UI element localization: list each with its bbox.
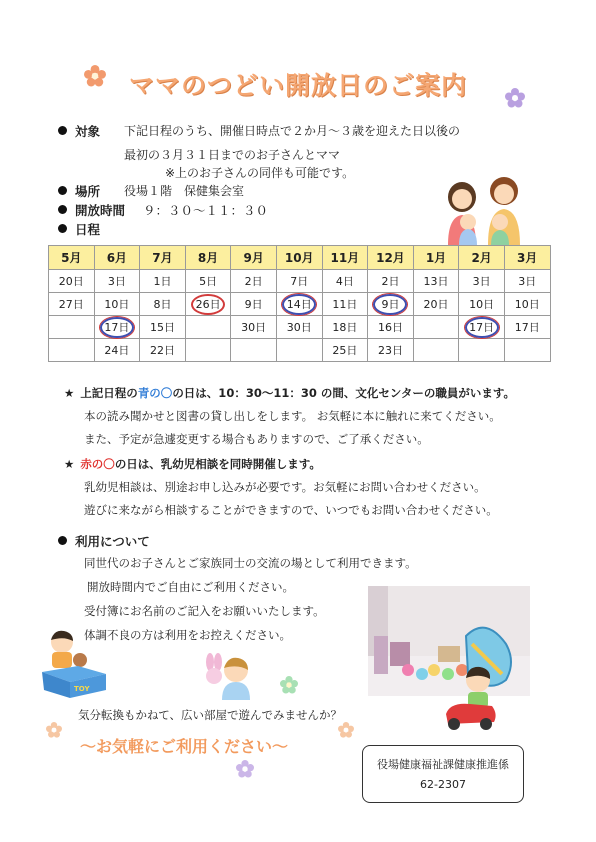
schedule-cell: 8日	[140, 293, 186, 316]
schedule-cell: 20日	[413, 293, 459, 316]
usage-label: 利用について	[75, 534, 150, 549]
schedule-cell: 16日	[368, 316, 414, 339]
closing-message: ～お気軽にご利用ください～	[80, 737, 289, 756]
target-label: 対象	[75, 124, 101, 139]
schedule-cell: 3日	[459, 270, 505, 293]
bullet-icon	[58, 205, 67, 214]
target-line-3: ※上のお子さんの同伴も可能です。	[165, 166, 355, 180]
blue-note-heading	[64, 386, 515, 401]
schedule-cell: 18日	[322, 316, 368, 339]
schedule-cell: 23日	[368, 339, 414, 362]
schedule-cell: 7日	[276, 270, 322, 293]
boy-with-toybox-illustration	[40, 628, 112, 698]
month-header: 7月	[140, 246, 186, 270]
page-title: ママのつどい開放日のご案内	[128, 71, 467, 100]
schedule-cell: 4日	[322, 270, 368, 293]
schedule-cell: 1日	[140, 270, 186, 293]
red-circle-text: 赤の〇	[80, 457, 115, 471]
target-line-1: 下記日程のうち、開催日時点で２か月～３歳を迎えた日以後の	[124, 124, 461, 138]
toy-label: TOY	[74, 685, 90, 693]
schedule-row	[58, 222, 100, 238]
usage-line-2: 開放時間内でご自由にご利用ください。	[87, 580, 294, 594]
month-header: 6月	[94, 246, 140, 270]
usage-line-3: 受付簿にお名前のご記入をお願いいたします。	[84, 604, 325, 618]
schedule-cell: 30日	[276, 316, 322, 339]
schedule-row	[49, 270, 551, 293]
schedule-cell	[459, 339, 505, 362]
invite-text: 気分転換もかねて、広い部屋で遊んでみませんか？	[78, 708, 342, 722]
hours-label: 開放時間	[75, 203, 126, 218]
schedule-row	[49, 316, 551, 339]
blue-note-detail-1: 本の読み聞かせと図書の貸し出しをします。 お気軽に本に触れに来てください。	[84, 409, 501, 423]
schedule-cell: 9日	[368, 293, 414, 316]
bullet-icon	[58, 186, 67, 195]
schedule-cell: 30日	[231, 316, 277, 339]
flower-icon-peach	[46, 722, 62, 738]
schedule-cell: 5日	[185, 270, 231, 293]
schedule-cell	[49, 316, 95, 339]
schedule-cell	[413, 316, 459, 339]
flower-icon-lavender	[236, 760, 254, 778]
flower-icon-green	[280, 676, 298, 694]
red-note-detail-2: 遊びに来ながら相談することができますので、いつでもお問い合わせください。	[84, 503, 498, 517]
month-header: 12月	[368, 246, 414, 270]
contact-box	[362, 745, 524, 803]
bullet-icon	[58, 536, 67, 545]
schedule-cell: 10日	[459, 293, 505, 316]
usage-row	[58, 534, 150, 550]
contact-dept: 役場健康福祉課健康推進係	[377, 758, 509, 771]
month-header: 2月	[459, 246, 505, 270]
blue-note-a: 上記日程の	[80, 386, 138, 400]
schedule-cell	[231, 339, 277, 362]
schedule-cell: 10日	[94, 293, 140, 316]
blue-circle-text: 青の〇	[137, 386, 173, 400]
blue-note-detail-2: また、予定が急遽変更する場合もありますので、ご了承ください。	[84, 432, 429, 446]
usage-line-4: 体調不良の方は利用をお控えください。	[84, 628, 291, 642]
schedule-cell: 13日	[413, 270, 459, 293]
schedule-cell: 22日	[140, 339, 186, 362]
baby-with-rabbit-illustration	[196, 650, 260, 702]
schedule-label: 日程	[75, 222, 101, 237]
month-header: 10月	[276, 246, 322, 270]
schedule-cell: 2日	[368, 270, 414, 293]
star-icon: ★	[64, 457, 75, 471]
schedule-cell: 9日	[231, 293, 277, 316]
flower-icon-peach-right	[338, 722, 354, 738]
schedule-cell: 10日	[504, 293, 550, 316]
red-note-heading	[64, 457, 321, 472]
schedule-row	[49, 339, 551, 362]
schedule-cell: 3日	[94, 270, 140, 293]
hours-row	[58, 203, 268, 219]
blue-note-c: の日は、10：30～11：30 の間、文化センターの職員がいます。	[172, 386, 515, 400]
red-note-detail-1: 乳幼児相談は、別途お申し込みが必要です。お気軽にお問い合わせください。	[84, 480, 486, 494]
month-header: 11月	[322, 246, 368, 270]
star-icon: ★	[64, 386, 75, 400]
target-line-2: 最初の３月３１日までのお子さんとママ	[124, 148, 341, 162]
schedule-table	[48, 245, 551, 362]
schedule-row	[49, 293, 551, 316]
bullet-icon	[58, 126, 67, 135]
schedule-cell	[185, 339, 231, 362]
schedule-cell: 3日	[504, 270, 550, 293]
schedule-cell: 27日	[49, 293, 95, 316]
schedule-cell	[276, 339, 322, 362]
schedule-cell: 2日	[231, 270, 277, 293]
schedule-cell	[49, 339, 95, 362]
month-header: 1月	[413, 246, 459, 270]
month-header: 9月	[231, 246, 277, 270]
schedule-cell: 20日	[49, 270, 95, 293]
month-header: 8月	[185, 246, 231, 270]
schedule-cell: 11日	[322, 293, 368, 316]
month-header: 5月	[49, 246, 95, 270]
usage-line-1: 同世代のお子さんとご家族同士の交流の場として利用できます。	[84, 556, 417, 570]
schedule-cell: 25日	[322, 339, 368, 362]
contact-phone: 62-2307	[420, 778, 466, 791]
schedule-cell	[413, 339, 459, 362]
schedule-header-row	[49, 246, 551, 270]
month-header: 3月	[504, 246, 550, 270]
schedule-cell: 14日	[276, 293, 322, 316]
target-row	[58, 124, 100, 140]
boy-on-ride-on-car-illustration	[440, 664, 504, 734]
schedule-cell	[185, 316, 231, 339]
schedule-cell: 24日	[94, 339, 140, 362]
red-note-b: の日は、乳幼児相談を同時開催します。	[114, 457, 321, 471]
place-label: 場所	[75, 184, 101, 199]
schedule-cell: 15日	[140, 316, 186, 339]
mothers-with-babies-illustration	[440, 175, 530, 245]
schedule-cell: 17日	[94, 316, 140, 339]
schedule-cell	[504, 339, 550, 362]
bullet-icon	[58, 224, 67, 233]
schedule-cell: 17日	[459, 316, 505, 339]
flower-icon-purple	[505, 88, 525, 108]
place-row	[58, 184, 100, 200]
hours-value: ９：３０～１１：３０	[143, 203, 269, 218]
place-value: 役場１階 保健集会室	[124, 184, 245, 198]
schedule-cell: 26日	[185, 293, 231, 316]
schedule-cell: 17日	[504, 316, 550, 339]
